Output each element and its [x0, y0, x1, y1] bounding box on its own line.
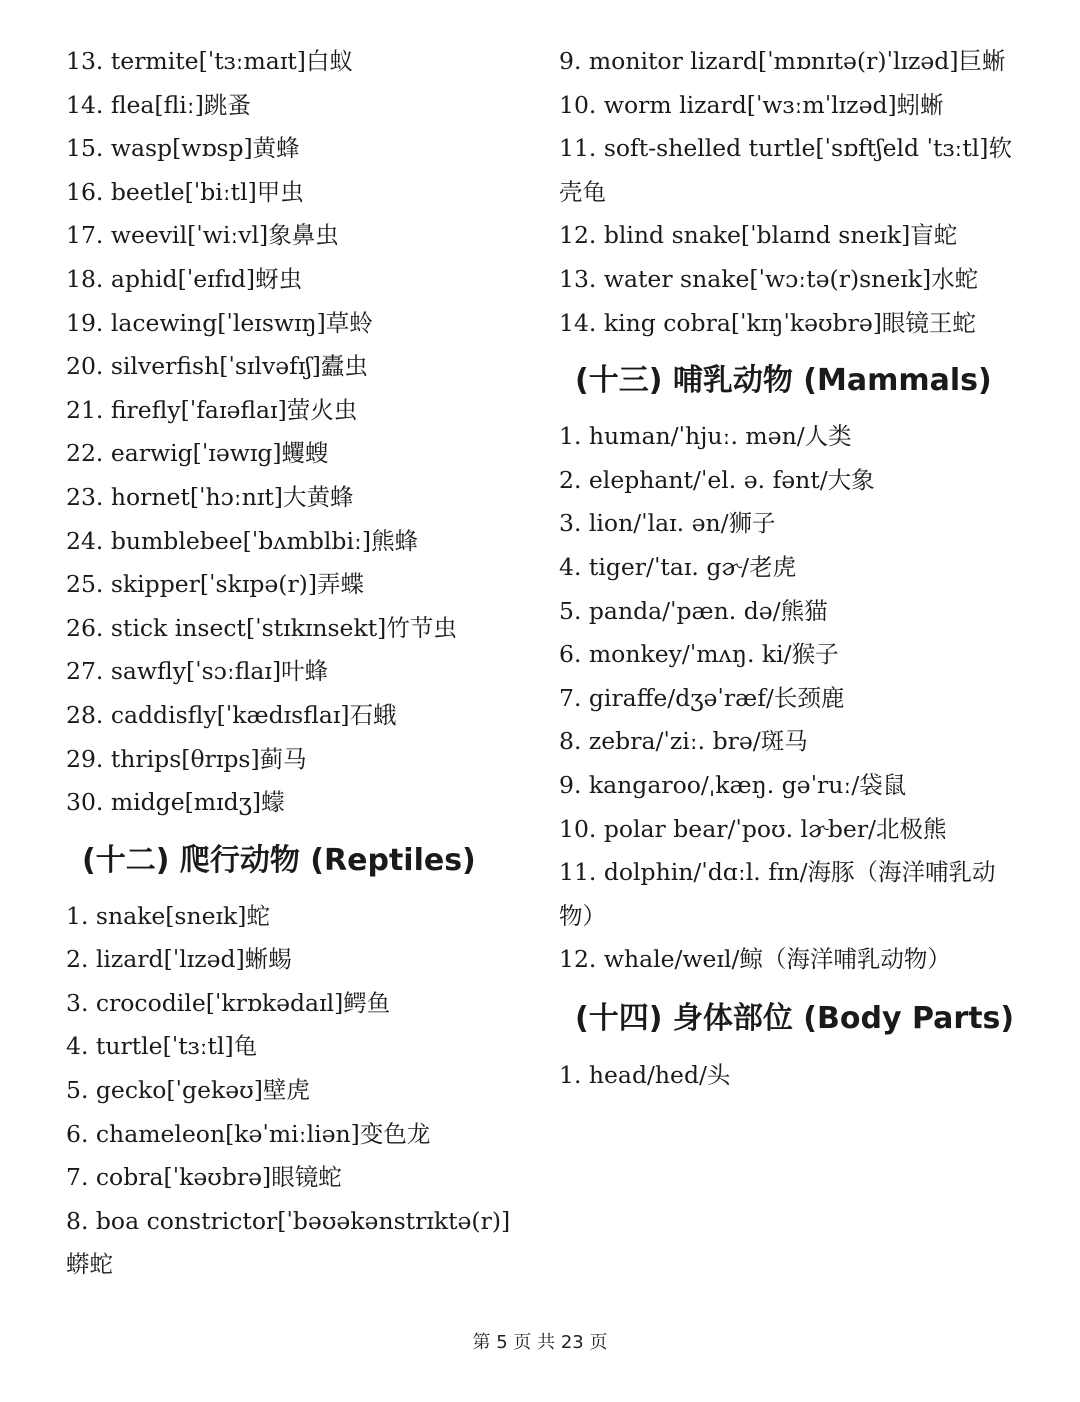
vocab-entry: 30. midge[mɪdʒ]蠓 — [66, 788, 285, 817]
vocab-entry: 12. whale/weɪl/鲸（海洋哺乳动物） — [559, 945, 951, 974]
vocab-entry: 7. giraffe/dʒəˈræf/长颈鹿 — [559, 683, 845, 712]
vocab-entry: 10. polar bear/ˈpoʊ. lɚber/北极熊 — [559, 814, 947, 843]
vocab-entry: 11. dolphin/ˈdɑːl. fɪn/海豚（海洋哺乳动物） — [559, 858, 996, 930]
vocab-entry: 3. crocodile[ˈkrɒkədaɪl]鳄鱼 — [66, 988, 391, 1017]
vocab-entry: 13. termite[ˈtɜːmaɪt]白蚁 — [66, 47, 353, 75]
vocab-entry: 23. hornet[ˈhɔːnɪt]大黄蜂 — [66, 482, 354, 511]
vocab-entry: 28. caddisfly[ˈkædɪsflaɪ]石蛾 — [66, 700, 397, 729]
vocab-entry: 22. earwig[ˈɪəwɪg]蠼螋 — [66, 439, 329, 468]
vocab-entry: 21. firefly[ˈfaɪəflaɪ]萤火虫 — [66, 395, 358, 424]
body-part-list — [559, 1054, 1029, 1098]
reptile-list-continued — [559, 40, 1029, 345]
vocab-entry: 12. blind snake[ˈblaɪnd sneɪk]盲蛇 — [559, 221, 958, 250]
vocab-entry: 2. elephant/ˈel. ə. fənt/大象 — [559, 465, 875, 494]
vocab-entry: 6. monkey/ˈmʌŋ. ki/猴子 — [559, 640, 839, 669]
vocab-entry: 27. sawfly[ˈsɔːflaɪ]叶蜂 — [66, 657, 329, 686]
vocab-entry: 10. worm lizard[ˈwɜːmˈlɪzəd]蚓蜥 — [559, 90, 944, 119]
vocab-entry: 25. skipper[ˈskɪpə(r)]弄蝶 — [66, 570, 365, 599]
vocab-entry: 16. beetle[ˈbiːtl]甲虫 — [66, 177, 304, 206]
vocab-entry: 9. monitor lizard[ˈmɒnɪtə(r)ˈlɪzəd]巨蜥 — [559, 47, 1006, 75]
vocab-entry: 1. human/ˈhjuː. mən/人类 — [559, 422, 852, 451]
vocab-entry: 15. wasp[wɒsp]黄蜂 — [66, 134, 300, 163]
section-heading-mammals: (十三) 哺乳动物 (Mammals) — [575, 363, 992, 399]
vocab-entry: 8. zebra/ˈziː. brə/斑马 — [559, 727, 808, 756]
vocab-entry: 24. bumblebee[ˈbʌmblbiː]熊蜂 — [66, 526, 419, 555]
vocab-entry: 17. weevil[ˈwiːvl]象鼻虫 — [66, 221, 339, 250]
reptile-list — [66, 895, 526, 1287]
vocab-entry: 8. boa constrictor[ˈbəʊəkənstrɪktə(r)]蟒蛇 — [66, 1206, 511, 1279]
vocab-entry: 2. lizard[ˈlɪzəd]蜥蜴 — [66, 945, 292, 974]
page-footer: 第 5 页 共 23 页 — [472, 1332, 608, 1353]
left-column — [66, 40, 526, 1287]
vocab-entry: 9. kangaroo/ˌkæŋ. gəˈruː/袋鼠 — [559, 770, 907, 799]
vocab-entry: 11. soft-shelled turtle[ˈsɒftʃeld ˈtɜːtl]软壳龟 — [559, 134, 1012, 206]
vocab-entry: 13. water snake[ˈwɔːtə(r)sneɪk]水蛇 — [559, 264, 979, 293]
mammal-list — [559, 415, 1029, 982]
vocab-entry: 14. king cobra[ˈkɪŋˈkəʊbrə]眼镜王蛇 — [559, 308, 976, 337]
vocab-entry: 3. lion/ˈlaɪ. ən/狮子 — [559, 509, 776, 538]
vocab-entry: 20. silverfish[ˈsɪlvəfɪʃ]蠹虫 — [66, 352, 368, 381]
section-heading-reptiles: (十二) 爬行动物 (Reptiles) — [82, 842, 476, 878]
vocab-entry: 5. gecko[ˈgekəʊ]壁虎 — [66, 1076, 310, 1105]
vocab-entry: 4. tiger/ˈtaɪ. gɚ/老虎 — [559, 552, 797, 581]
right-column — [559, 40, 1029, 1097]
vocab-entry: 19. lacewing[ˈleɪswɪŋ]草蛉 — [66, 308, 373, 337]
insect-list — [66, 40, 526, 825]
section-heading-body-parts: (十四) 身体部位 (Body Parts) — [575, 1000, 1015, 1036]
vocab-entry: 7. cobra[ˈkəʊbrə]眼镜蛇 — [66, 1163, 342, 1192]
vocab-entry: 14. flea[fliː]跳蚤 — [66, 90, 251, 119]
vocab-entry: 4. turtle[ˈtɜːtl]龟 — [66, 1032, 258, 1061]
vocab-entry: 29. thrips[θrɪps]蓟马 — [66, 744, 307, 773]
vocab-entry: 26. stick insect[ˈstɪkɪnsekt]竹节虫 — [66, 613, 457, 642]
vocab-entry: 18. aphid[ˈeɪfɪd]蚜虫 — [66, 264, 303, 293]
vocab-entry: 1. snake[sneɪk]蛇 — [66, 901, 270, 930]
vocab-entry: 1. head/hed/头 — [559, 1060, 731, 1089]
vocab-entry: 6. chameleon[kəˈmiːliən]变色龙 — [66, 1119, 431, 1148]
vocab-entry: 5. panda/ˈpæn. də/熊猫 — [559, 596, 828, 625]
